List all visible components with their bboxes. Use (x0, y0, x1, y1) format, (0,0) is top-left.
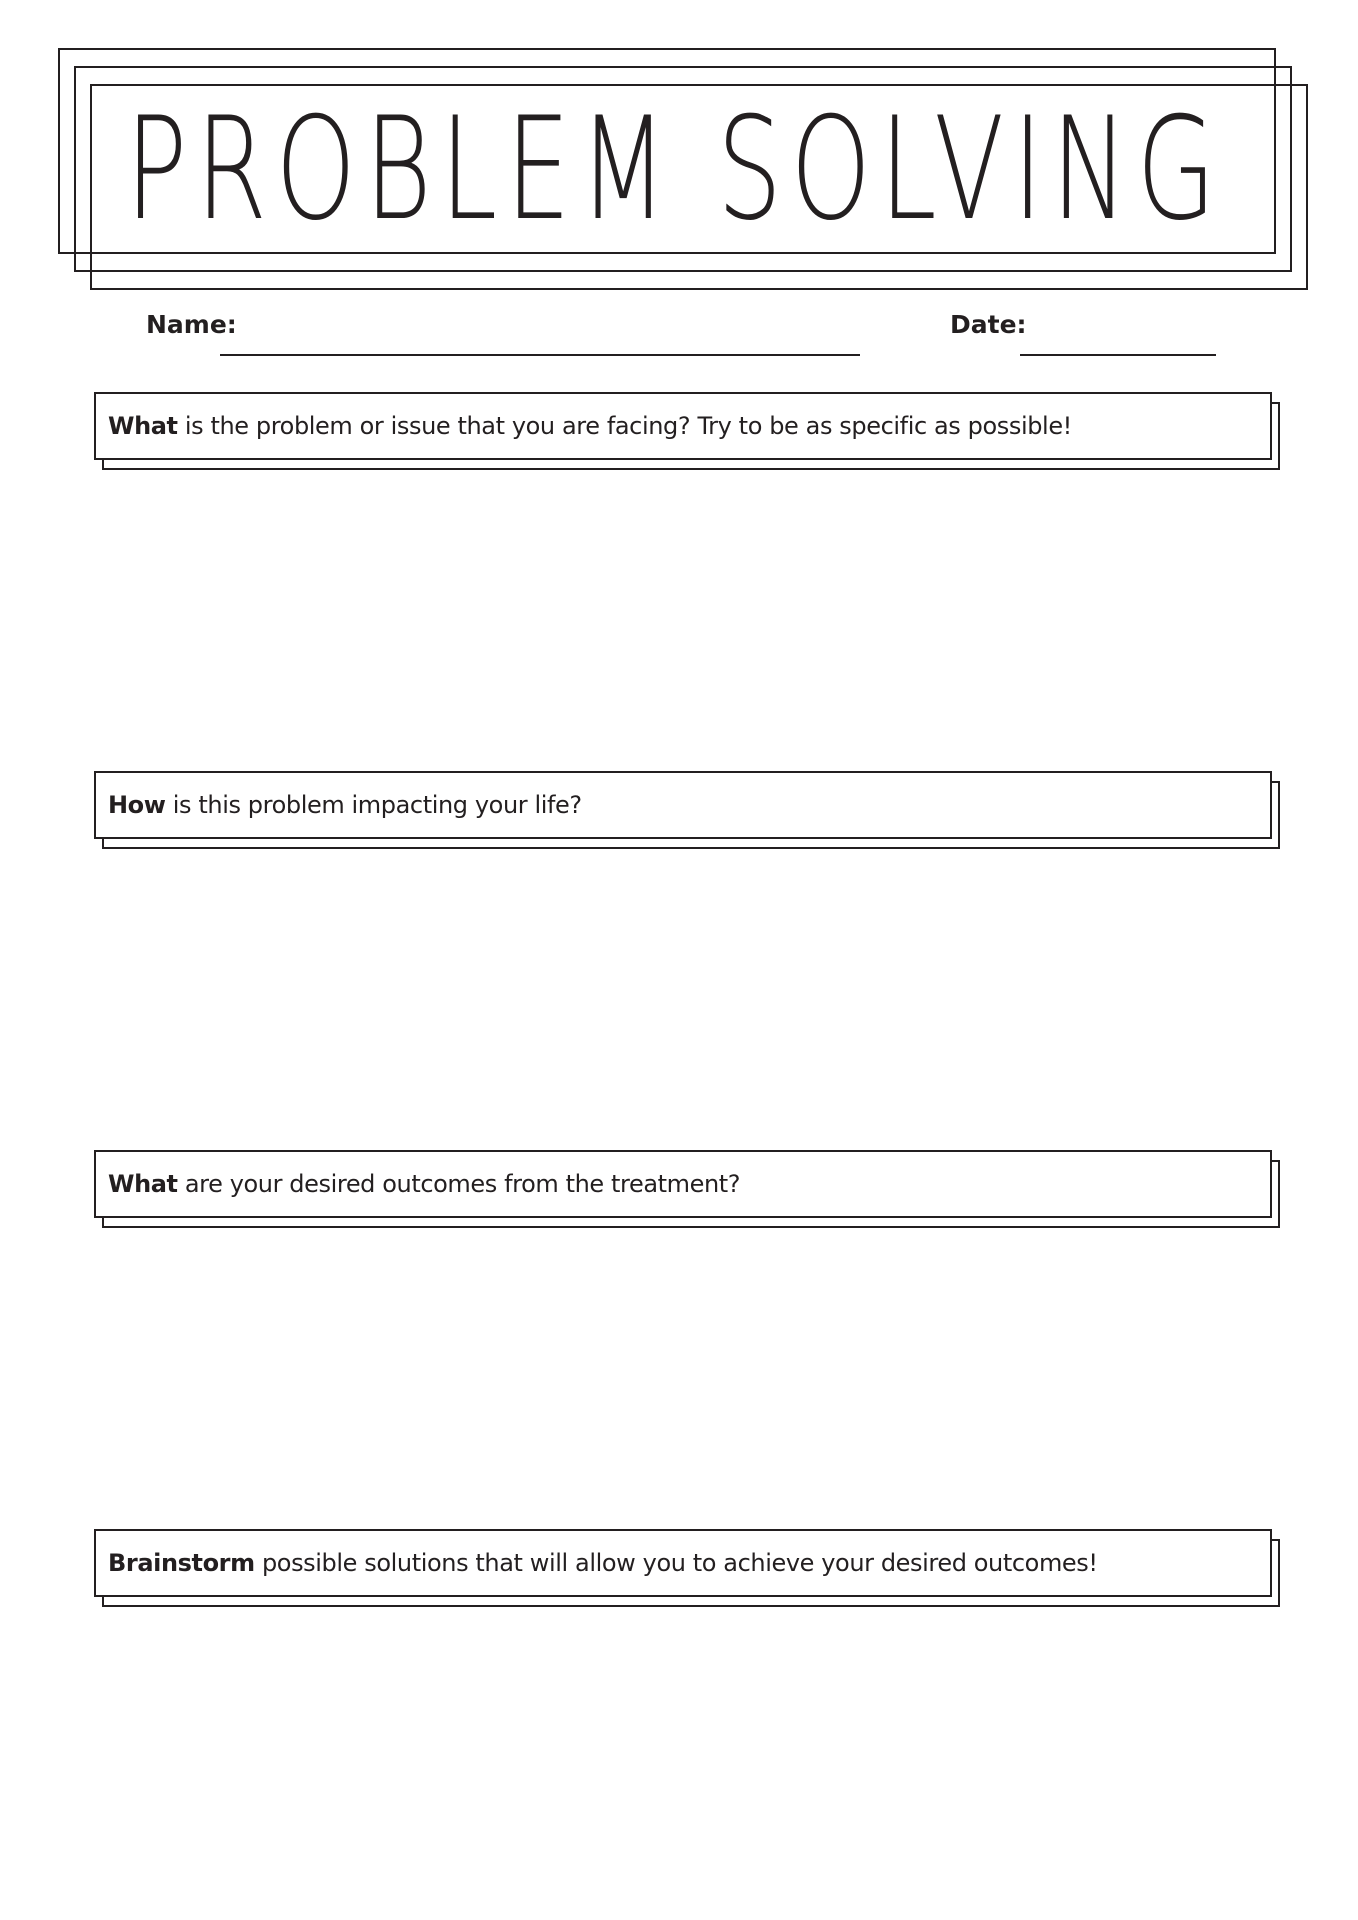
date-input-line[interactable] (1020, 354, 1216, 356)
answer-area[interactable] (94, 1240, 1280, 1520)
question-box-front (94, 392, 1272, 460)
question-lead-word: Brainstorm (108, 1549, 255, 1577)
question-box (94, 392, 1280, 472)
question-rest-text: is the problem or issue that you are facing? Try to be as specific as possible! (177, 412, 1072, 440)
question-box-front (94, 1529, 1272, 1597)
question-lead-word: What (108, 412, 178, 440)
date-field-row (950, 310, 1220, 360)
question-text (108, 1549, 1098, 1577)
question-text (108, 1170, 740, 1198)
question-lead-word: How (108, 791, 166, 819)
title-block (58, 48, 1308, 288)
question-lead-word: What (108, 1170, 178, 1198)
question-box-front (94, 1150, 1272, 1218)
answer-area[interactable] (94, 860, 1280, 1140)
name-label: Name: (146, 310, 237, 339)
question-text (108, 791, 582, 819)
answer-area[interactable] (94, 1620, 1280, 1900)
date-label: Date: (950, 310, 1027, 339)
question-box (94, 1150, 1280, 1230)
question-box-front (94, 771, 1272, 839)
question-box (94, 1529, 1280, 1609)
question-text (108, 412, 1072, 440)
name-input-line[interactable] (220, 354, 860, 356)
question-box (94, 771, 1280, 851)
answer-area[interactable] (94, 480, 1280, 760)
question-rest-text: are your desired outcomes from the treatment? (177, 1170, 741, 1198)
page-title: PROBLEM SOLVING (125, 86, 1225, 252)
question-rest-text: possible solutions that will allow you to achieve your desired outcomes! (254, 1549, 1098, 1577)
name-field-row (146, 310, 866, 360)
question-rest-text: is this problem impacting your life? (165, 791, 582, 819)
